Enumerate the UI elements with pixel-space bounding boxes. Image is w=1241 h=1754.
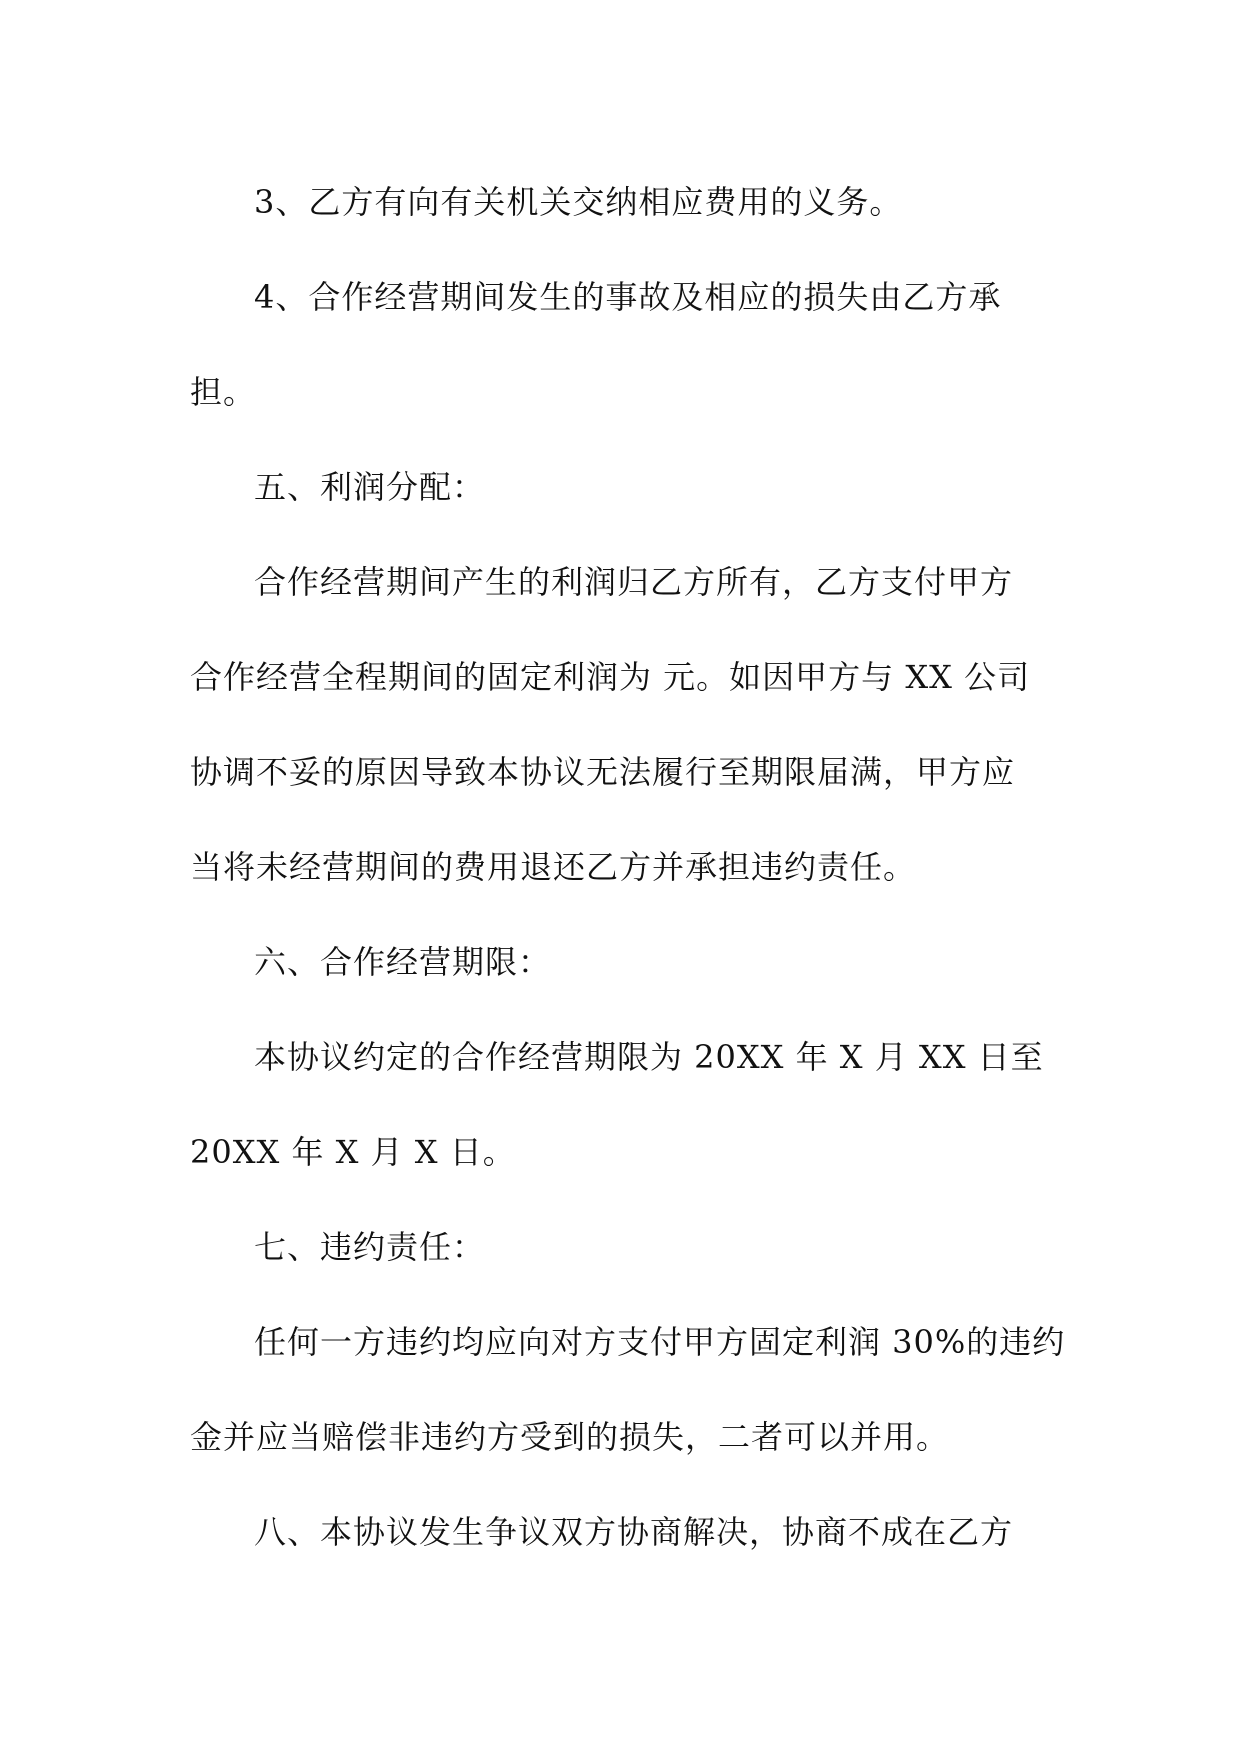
text-line: 协调不妥的原因导致本协议无法履行至期限届满，甲方应 — [190, 753, 1016, 791]
text-line: 金并应当赔偿非违约方受到的损失，二者可以并用。 — [190, 1418, 950, 1456]
text-line: 担。 — [190, 373, 257, 411]
text-line: 20XX 年 X 月 X 日。 — [190, 1133, 516, 1171]
text-line: 4、合作经营期间发生的事故及相应的损失由乙方承 — [254, 278, 1002, 316]
text-line: 本协议约定的合作经营期限为 20XX 年 X 月 XX 日至 — [254, 1038, 1044, 1076]
text-line: 合作经营全程期间的固定利润为 元。如因甲方与 XX 公司 — [190, 658, 1031, 696]
section-heading: 七、违约责任： — [254, 1228, 486, 1266]
section-heading: 五、利润分配： — [254, 468, 486, 506]
text-line: 任何一方违约均应向对方支付甲方固定利润 30%的违约 — [254, 1323, 1066, 1361]
section-heading: 八、本协议发生争议双方协商解决，协商不成在乙方 — [254, 1513, 1014, 1551]
section-heading: 六、合作经营期限： — [254, 943, 552, 981]
text-line: 合作经营期间产生的利润归乙方所有，乙方支付甲方 — [254, 563, 1014, 601]
text-line: 当将未经营期间的费用退还乙方并承担违约责任。 — [190, 848, 917, 886]
text-line: 3、乙方有向有关机关交纳相应费用的义务。 — [254, 183, 903, 221]
